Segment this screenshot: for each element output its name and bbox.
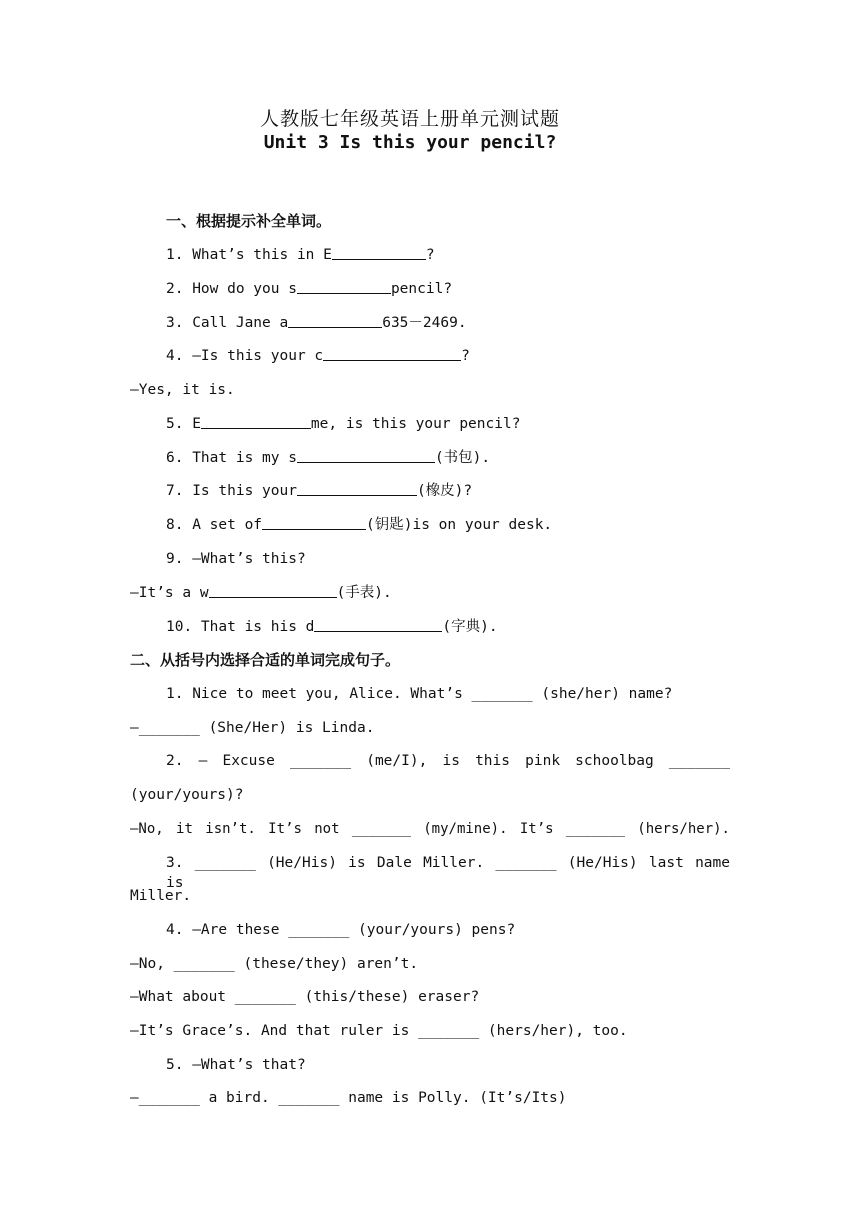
- answer-blank[interactable]: [297, 279, 391, 294]
- s2-line: —No, it isn’t. It’s not _______ (my/mine). It’s _______ (hers/her).: [130, 821, 730, 837]
- page-title-chinese: 人教版七年级英语上册单元测试题: [259, 108, 560, 130]
- answer-blank[interactable]: [314, 617, 442, 632]
- s2-line: —_______ (She/Her) is Linda.: [130, 720, 375, 736]
- answer-blank[interactable]: [288, 313, 382, 328]
- question-8: 8. A set of (钥匙)is on your desk.: [166, 517, 553, 533]
- answer-blank[interactable]: [297, 448, 435, 463]
- s2-line: Miller.: [130, 888, 192, 904]
- answer-blank[interactable]: [209, 583, 337, 598]
- answer-blank[interactable]: [323, 346, 461, 361]
- question-6: 6. That is my s (书包).: [166, 450, 491, 466]
- answer-blank[interactable]: [201, 414, 311, 429]
- question-5: 5. E me, is this your pencil?: [166, 416, 521, 432]
- s2-line: 1. Nice to meet you, Alice. What’s _______ (she/her) name?: [166, 686, 673, 702]
- s2-line: —What about _______ (this/these) eraser?: [130, 989, 480, 1005]
- section1-heading: 一、根据提示补全单词。: [166, 212, 332, 230]
- answer-blank[interactable]: [297, 481, 417, 496]
- s2-line: 3. _______ (He/His) is Dale Miller. _______ (He/His) last name is: [166, 855, 730, 891]
- s2-line: 5. —What’s that?: [166, 1057, 306, 1073]
- question-4-answer: —Yes, it is.: [130, 382, 235, 398]
- s2-line: —No, _______ (these/they) aren’t.: [130, 956, 419, 972]
- answer-blank[interactable]: [332, 245, 426, 260]
- question-9-answer: —It’s a w (手表).: [130, 585, 392, 601]
- page-title-english: Unit 3 Is this your pencil?: [263, 132, 557, 153]
- question-9: 9. —What’s this?: [166, 551, 306, 567]
- s2-line: 4. —Are these _______ (your/yours) pens?: [166, 922, 516, 938]
- s2-line: (your/yours)?: [130, 787, 244, 803]
- question-1: 1. What’s this in E ?: [166, 247, 435, 263]
- s2-line: —It’s Grace’s. And that ruler is _______ (hers/her), too.: [130, 1023, 628, 1039]
- s2-line: 2. — Excuse _______ (me/I), is this pink schoolbag _______: [166, 753, 730, 769]
- question-3: 3. Call Jane a 635－2469.: [166, 315, 467, 331]
- question-7: 7. Is this your (橡皮)?: [166, 483, 473, 499]
- question-2: 2. How do you s pencil?: [166, 281, 453, 297]
- answer-blank[interactable]: [262, 515, 366, 530]
- section2-heading: 二、从括号内选择合适的单词完成句子。: [130, 651, 401, 669]
- question-4: 4. —Is this your c ?: [166, 348, 470, 364]
- question-10: 10. That is his d (字典).: [166, 619, 498, 635]
- s2-line: —_______ a bird. _______ name is Polly. (It’s/Its): [130, 1090, 567, 1106]
